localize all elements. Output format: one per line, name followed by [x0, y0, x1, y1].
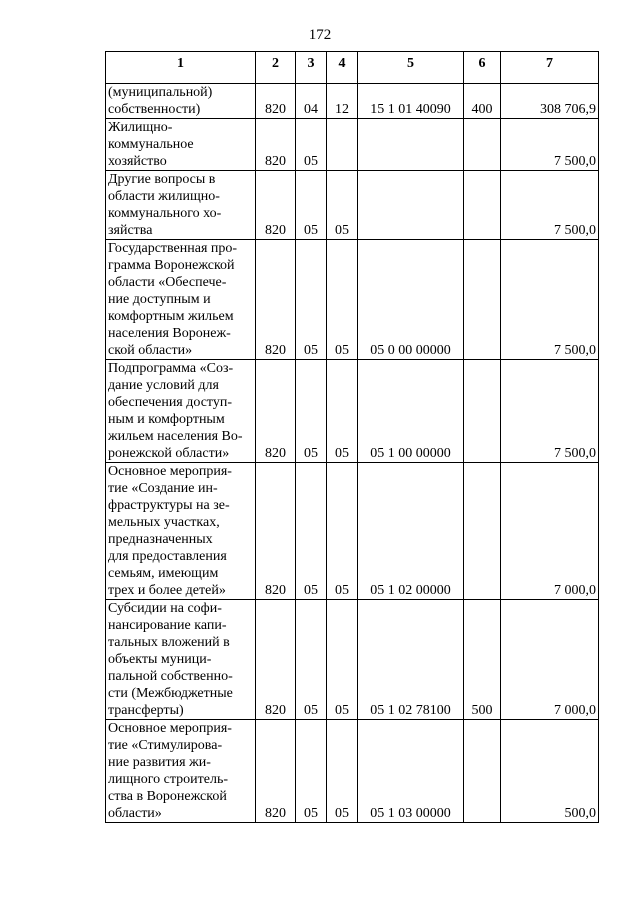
expense-type-cell: [464, 240, 501, 360]
amount-cell: 7 500,0: [501, 171, 599, 240]
expense-type-cell: 400: [464, 84, 501, 119]
ministry-code-cell: 820: [256, 171, 296, 240]
ministry-code-cell: 820: [256, 119, 296, 171]
table-row: [106, 240, 599, 360]
column-header: 7: [501, 52, 599, 84]
row-name-cell: Основное мероприя- тие «Создание ин- фраструктуры на зе- мельных участках, предназначенных для предоставления семьям, имеющим трех и более детей»: [106, 463, 256, 600]
row-name-cell: Основное мероприя- тие «Стимулирова- ние развития жи- лищного строитель- ства в Воронежской области»: [106, 720, 256, 823]
expense-type-cell: [464, 119, 501, 171]
table-row: [106, 463, 599, 600]
ministry-code-cell: 820: [256, 84, 296, 119]
table-row: [106, 360, 599, 463]
target-article-cell: 05 1 02 00000: [358, 463, 464, 600]
row-name-cell: Субсидии на софи- нансирование капи- тальных вложений в объекты муници- пальной собственно- сти (Межбюджетные трансферты): [106, 600, 256, 720]
column-header: 6: [464, 52, 501, 84]
table-row: [106, 119, 599, 171]
section-code-cell: 05: [296, 600, 327, 720]
amount-cell: 7 500,0: [501, 119, 599, 171]
amount-cell: 7 000,0: [501, 600, 599, 720]
target-article-cell: 05 0 00 00000: [358, 240, 464, 360]
expense-type-cell: [464, 360, 501, 463]
row-name-cell: Жилищно- коммунальное хозяйство: [106, 119, 256, 171]
target-article-cell: 05 1 00 00000: [358, 360, 464, 463]
amount-cell: 308 706,9: [501, 84, 599, 119]
target-article-cell: 05 1 02 78100: [358, 600, 464, 720]
header-row: [106, 52, 599, 84]
budget-table: [105, 51, 599, 823]
subsection-code-cell: 12: [327, 84, 358, 119]
column-header: 3: [296, 52, 327, 84]
column-header: 5: [358, 52, 464, 84]
column-header: 2: [256, 52, 296, 84]
subsection-code-cell: 05: [327, 720, 358, 823]
amount-cell: 7 000,0: [501, 463, 599, 600]
row-name-cell: Подпрограмма «Соз- дание условий для обеспечения доступ- ным и комфортным жильем населения Во- ронежской области»: [106, 360, 256, 463]
table-row: [106, 84, 599, 119]
row-name-cell: Другие вопросы в области жилищно- коммунального хо- зяйства: [106, 171, 256, 240]
subsection-code-cell: 05: [327, 171, 358, 240]
row-name-cell: (муниципальной) собственности): [106, 84, 256, 119]
ministry-code-cell: 820: [256, 600, 296, 720]
section-code-cell: 05: [296, 119, 327, 171]
table-row: [106, 720, 599, 823]
amount-cell: 7 500,0: [501, 240, 599, 360]
subsection-code-cell: [327, 119, 358, 171]
table-row: [106, 600, 599, 720]
section-code-cell: 04: [296, 84, 327, 119]
target-article-cell: 15 1 01 40090: [358, 84, 464, 119]
column-header: 4: [327, 52, 358, 84]
subsection-code-cell: 05: [327, 463, 358, 600]
section-code-cell: 05: [296, 463, 327, 600]
target-article-cell: [358, 119, 464, 171]
ministry-code-cell: 820: [256, 360, 296, 463]
amount-cell: 7 500,0: [501, 360, 599, 463]
ministry-code-cell: 820: [256, 240, 296, 360]
section-code-cell: 05: [296, 171, 327, 240]
expense-type-cell: 500: [464, 600, 501, 720]
section-code-cell: 05: [296, 240, 327, 360]
expense-type-cell: [464, 720, 501, 823]
subsection-code-cell: 05: [327, 600, 358, 720]
page-number: 172: [308, 27, 332, 43]
target-article-cell: [358, 171, 464, 240]
table-row: [106, 171, 599, 240]
expense-type-cell: [464, 171, 501, 240]
section-code-cell: 05: [296, 720, 327, 823]
section-code-cell: 05: [296, 360, 327, 463]
expense-type-cell: [464, 463, 501, 600]
column-header: 1: [106, 52, 256, 84]
target-article-cell: 05 1 03 00000: [358, 720, 464, 823]
row-name-cell: Государственная про- грамма Воронежской области «Обеспече- ние доступным и комфортным жильем населения Воронеж- ской области»: [106, 240, 256, 360]
ministry-code-cell: 820: [256, 720, 296, 823]
ministry-code-cell: 820: [256, 463, 296, 600]
subsection-code-cell: 05: [327, 240, 358, 360]
subsection-code-cell: 05: [327, 360, 358, 463]
amount-cell: 500,0: [501, 720, 599, 823]
